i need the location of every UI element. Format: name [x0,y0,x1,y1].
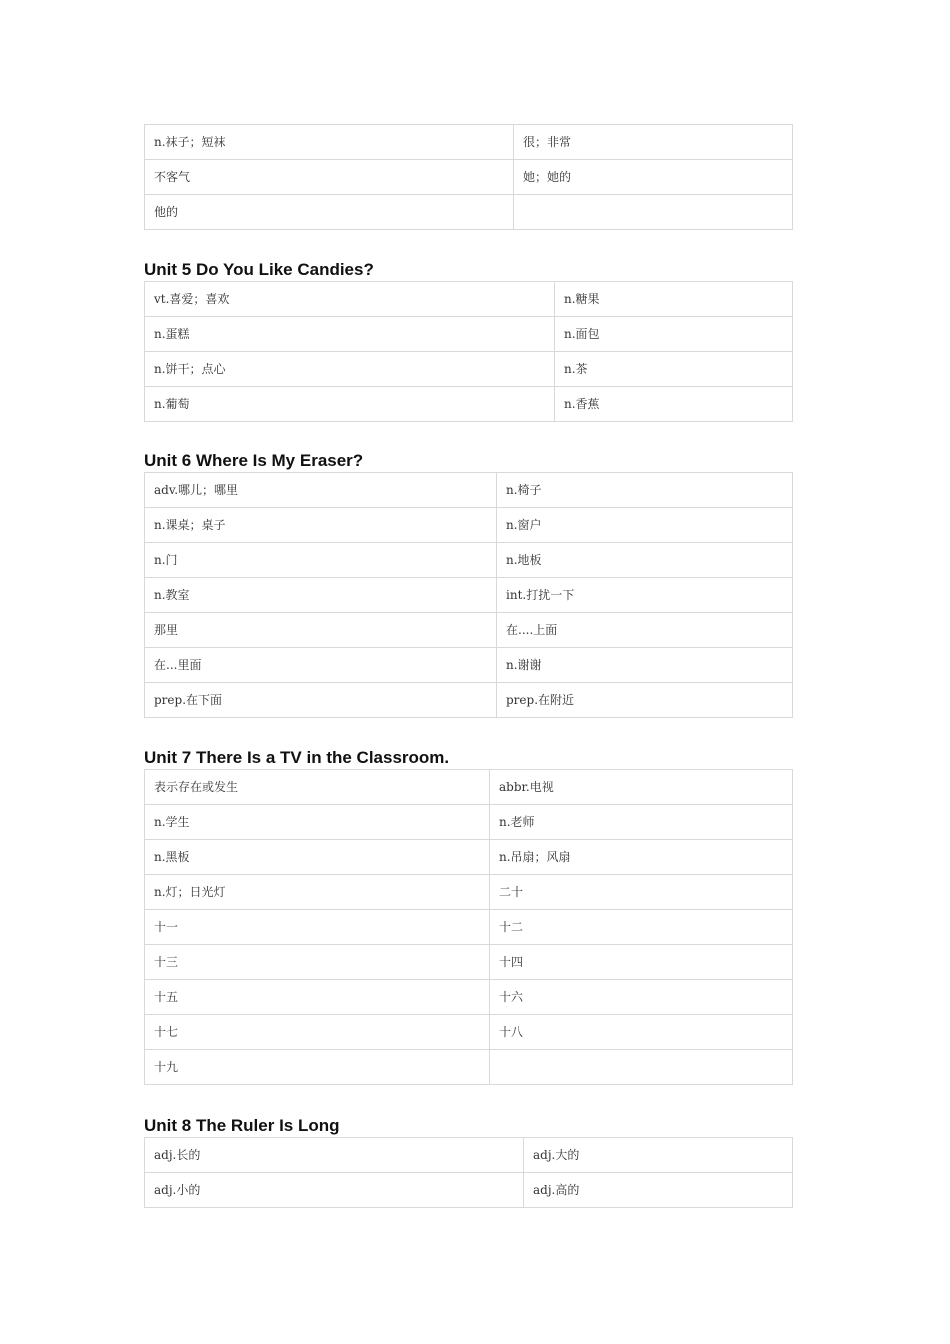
table-cell: adv.哪儿；哪里 [145,473,497,508]
table-row [145,683,793,718]
table-row [145,578,793,613]
vocab-table [144,1137,793,1208]
unit-6-section [144,450,792,718]
table-cell: 很；非常 [514,125,793,160]
table-row [145,352,793,387]
table-cell: 他的 [145,195,514,230]
vocab-table [144,472,793,718]
table-cell: 十六 [490,980,793,1015]
table-cell: adj.小的 [145,1173,524,1208]
table-cell: prep.在下面 [145,683,497,718]
table-cell: n.葡萄 [145,387,555,422]
table-row [145,945,793,980]
table-row [145,160,793,195]
unit-heading: Unit 6 Where Is My Eraser? [144,451,364,470]
table-row [145,805,793,840]
table-cell: 十一 [145,910,490,945]
table-cell: abbr.电视 [490,770,793,805]
table-row [145,840,793,875]
table-cell: n.蛋糕 [145,317,555,352]
table-cell: n.香蕉 [555,387,793,422]
table-cell: 那里 [145,613,497,648]
table-cell: 十二 [490,910,793,945]
table-row [145,473,793,508]
table-cell: n.吊扇；风扇 [490,840,793,875]
table-cell [490,1050,793,1085]
table-cell: n.黑板 [145,840,490,875]
table-cell: n.课桌；桌子 [145,508,497,543]
table-row [145,875,793,910]
table-row [145,543,793,578]
table-cell: 二十 [490,875,793,910]
table-cell: 十五 [145,980,490,1015]
unit-8-section [144,1115,792,1208]
table-cell: adj.大的 [524,1138,793,1173]
table-cell: adj.长的 [145,1138,524,1173]
table-cell: 十三 [145,945,490,980]
table-cell: n.地板 [497,543,793,578]
table-cell: n.茶 [555,352,793,387]
table-row [145,1173,793,1208]
table-cell: 十八 [490,1015,793,1050]
table-row [145,1015,793,1050]
table-cell: n.教室 [145,578,497,613]
table-cell: 十九 [145,1050,490,1085]
table-cell: n.椅子 [497,473,793,508]
unit-7-section [144,747,792,1085]
table-row [145,910,793,945]
table-cell: vt.喜爱；喜欢 [145,282,555,317]
table-cell: n.糖果 [555,282,793,317]
table-cell: 十四 [490,945,793,980]
table-cell: n.谢谢 [497,648,793,683]
unit-5-section [144,259,792,422]
table-cell: n.窗户 [497,508,793,543]
table-cell: prep.在附近 [497,683,793,718]
table-cell: 不客气 [145,160,514,195]
table-cell: 在....上面 [497,613,793,648]
table-row [145,195,793,230]
table-cell: n.门 [145,543,497,578]
table-row [145,648,793,683]
table-row [145,1138,793,1173]
table-cell: 她；她的 [514,160,793,195]
unit-heading: Unit 5 Do You Like Candies? [144,260,374,279]
table-cell [514,195,793,230]
table-cell: 十七 [145,1015,490,1050]
table-row [145,282,793,317]
table-row [145,125,793,160]
unit-heading: Unit 8 The Ruler Is Long [144,1116,340,1135]
table-row [145,980,793,1015]
unit-heading: Unit 7 There Is a TV in the Classroom. [144,748,450,767]
vocab-table [144,281,793,422]
table-cell: n.面包 [555,317,793,352]
table-row [145,1050,793,1085]
table-row [145,508,793,543]
table-cell: n.灯；日光灯 [145,875,490,910]
table-row [145,770,793,805]
vocab-table [144,124,793,230]
table-cell: int.打扰一下 [497,578,793,613]
vocab-section-continued [144,124,792,230]
table-cell: n.老师 [490,805,793,840]
table-cell: n.饼干；点心 [145,352,555,387]
table-cell: 在...里面 [145,648,497,683]
table-cell: 表示存在或发生 [145,770,490,805]
table-row [145,387,793,422]
vocab-table [144,769,793,1085]
table-cell: adj.高的 [524,1173,793,1208]
table-row [145,613,793,648]
table-row [145,317,793,352]
table-cell: n.袜子；短袜 [145,125,514,160]
table-cell: n.学生 [145,805,490,840]
